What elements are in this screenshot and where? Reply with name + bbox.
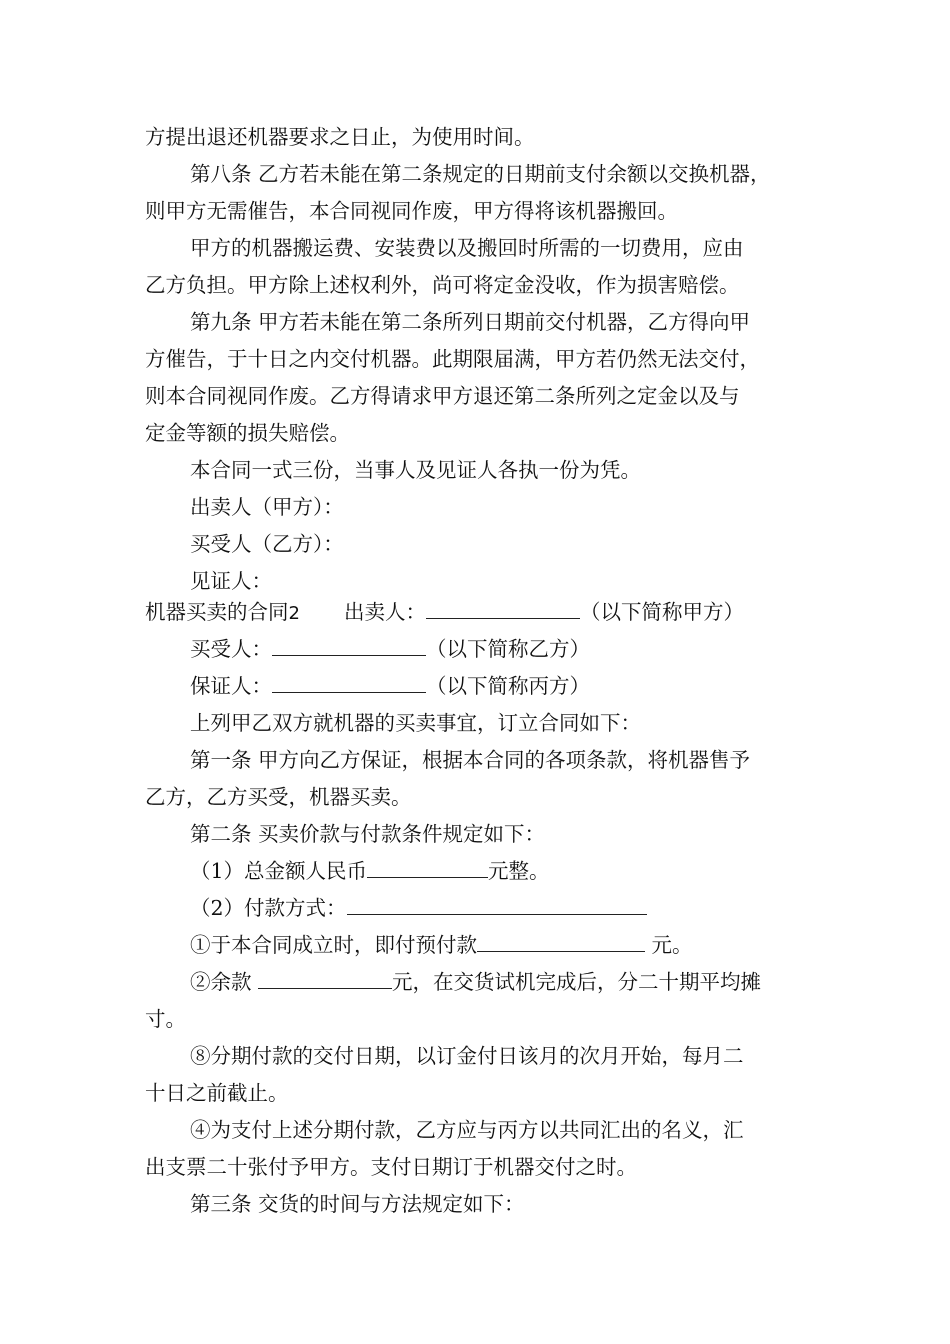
article-8-line: 第八条 乙方若未能在第二条规定的日期前支付余额以交换机器，	[190, 162, 771, 186]
buyer-signature-line: 买受人（乙方）：	[190, 532, 344, 556]
cheque-line: ④为支付上述分期付款，乙方应与丙方以共同汇出的名义，汇	[190, 1118, 744, 1142]
paragraph-line: 方催告，于十日之内交付机器。此期限届满，甲方若仍然无法交付，	[145, 347, 760, 371]
guarantor-name-blank[interactable]	[272, 672, 426, 693]
prepayment-text: ①于本合同成立时，即付预付款	[190, 933, 477, 957]
item-1-prefix: （1）	[190, 859, 245, 883]
paragraph-line: 乙方，乙方买受，机器买卖。	[145, 785, 412, 809]
total-amount-blank[interactable]	[367, 857, 488, 878]
seller-label: 出卖人：	[343, 600, 426, 624]
payment-method-blank[interactable]	[347, 894, 647, 915]
item-1-suffix: 元整。	[488, 859, 550, 883]
guarantor-alias: （以下简称丙方）	[426, 674, 590, 698]
item-1-text: 总金额人民币	[244, 859, 368, 883]
witness-signature-line: 见证人：	[190, 569, 272, 593]
installment-date-line: ⑧分期付款的交付日期，以订金付日该月的次月开始，每月二	[190, 1044, 744, 1068]
seller-signature-line: 出卖人（甲方）：	[190, 495, 344, 519]
buyer-label: 买受人：	[190, 637, 272, 661]
prepayment-suffix: 元。	[645, 933, 693, 957]
buyer-alias: （以下简称乙方）	[426, 637, 590, 661]
article-3-line: 第三条 交货的时间与方法规定如下：	[190, 1192, 525, 1216]
paragraph-line: 十日之前截止。	[145, 1081, 289, 1105]
paragraph-line: 则甲方无需催告，本合同视同作废，甲方得将该机器搬回。	[145, 199, 678, 223]
paragraph-line: 寸。	[145, 1007, 186, 1031]
balance-text: ②余款	[190, 970, 259, 994]
paragraph-line: 则本合同视同作废。乙方得请求甲方退还第二条所列之定金以及与	[145, 384, 740, 408]
prepayment-line	[190, 931, 815, 959]
balance-suffix: 元，在交货试机完成后，分二十期平均摊	[392, 970, 762, 994]
paragraph-line: 甲方的机器搬运费、安装费以及搬回时所需的一切费用，应由	[190, 236, 744, 260]
paragraph-line: 定金等额的损失赔偿。	[145, 421, 350, 445]
paragraph-line: 上列甲乙双方就机器的买卖事宜，订立合同如下：	[190, 711, 641, 735]
buyer-line	[190, 635, 815, 663]
buyer-name-blank[interactable]	[272, 635, 426, 656]
copies-line: 本合同一式三份，当事人及见证人各执一份为凭。	[190, 458, 641, 482]
balance-blank[interactable]	[258, 968, 392, 989]
item-2-prefix: （2）	[190, 896, 245, 920]
item-2-text: 付款方式：	[244, 896, 347, 920]
article-1-line: 第一条 甲方向乙方保证，根据本合同的各项条款，将机器售予	[190, 748, 751, 772]
payment-method-line	[190, 894, 815, 922]
contract-title: 机器买卖的合同	[145, 600, 289, 624]
paragraph-line: 乙方负担。甲方除上述权利外，尚可将定金没收，作为损害赔偿。	[145, 273, 740, 297]
paragraph-line: 出支票二十张付予甲方。支付日期订于机器交付之时。	[145, 1155, 637, 1179]
guarantor-line	[190, 672, 815, 700]
contract-2-heading-line	[145, 598, 815, 628]
article-9-line: 第九条 甲方若未能在第二条所列日期前交付机器，乙方得向甲	[190, 310, 751, 334]
paragraph-line: 方提出退还机器要求之日止，为使用时间。	[145, 125, 535, 149]
article-2-line: 第二条 买卖价款与付款条件规定如下：	[190, 822, 546, 846]
prepayment-blank[interactable]	[477, 931, 645, 952]
seller-name-blank[interactable]	[426, 598, 580, 619]
total-amount-line	[190, 857, 815, 885]
balance-line	[190, 968, 815, 996]
seller-alias: （以下简称甲方）	[579, 600, 744, 624]
guarantor-label: 保证人：	[190, 674, 272, 698]
contract-number: 2	[288, 603, 300, 624]
